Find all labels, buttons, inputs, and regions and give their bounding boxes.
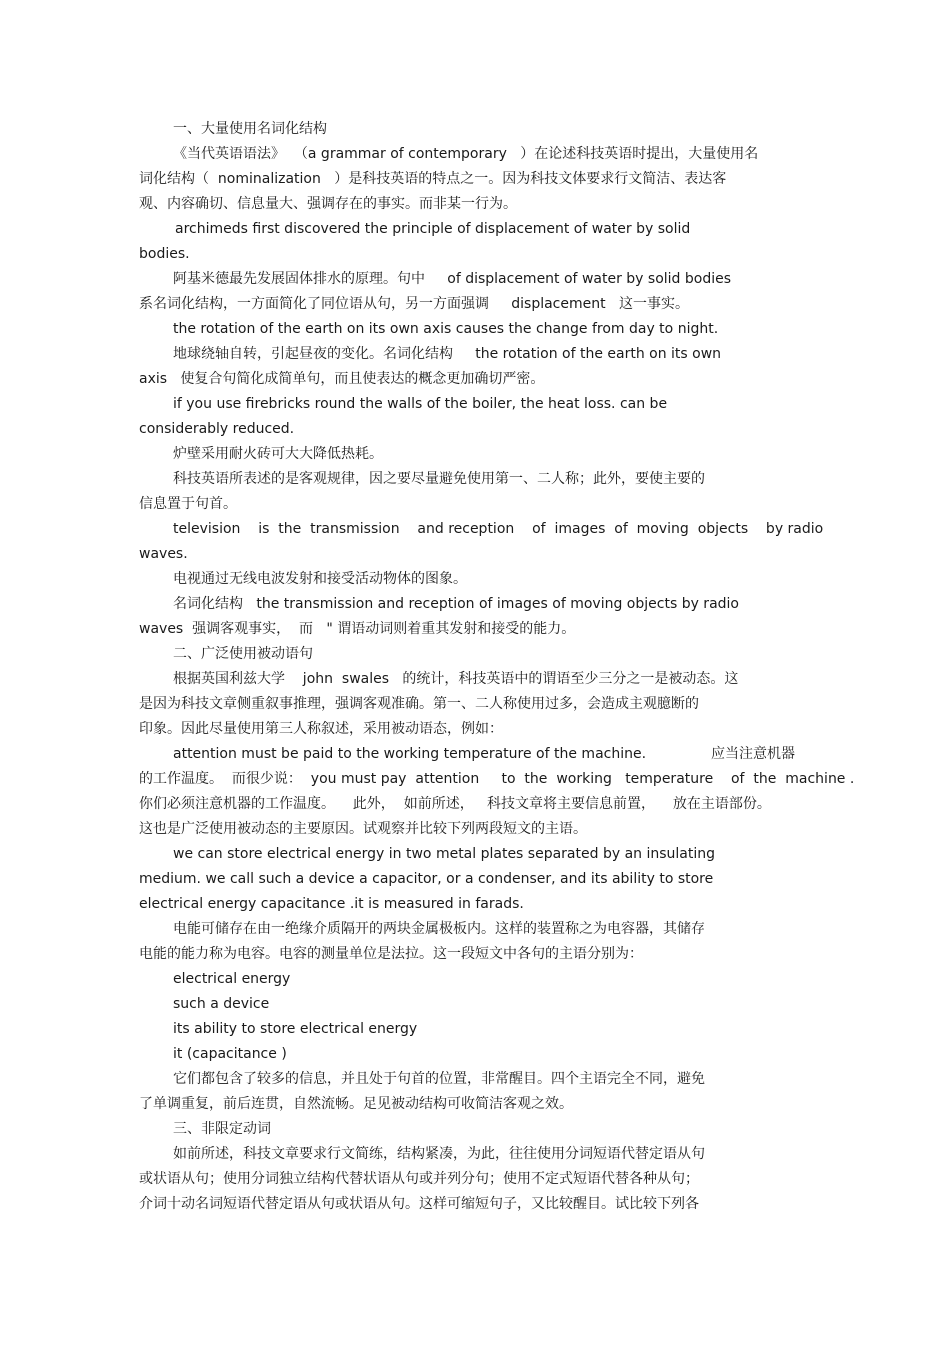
text-line: bodies. [139,246,190,262]
subject-item: such a device [173,996,270,1012]
text-line: considerably reduced. [139,421,295,437]
text-line: 根据英国利兹大学 john swales 的统计，科技英语中的谓语至少三分之一是被动态。这 [173,671,739,687]
text-line: 电视通过无线电波发射和接受活动物体的图象。 [173,571,467,587]
text-line: 系名词化结构，一方面简化了同位语从句，另一方面强调 displacement 这一事实。 [139,296,689,312]
text-line: 应当注意机器 [711,746,795,762]
text-line: if you use firebricks round the walls of the boiler, the heat loss. can be [173,396,668,412]
text-line: 炉壁采用耐火砖可大大降低热耗。 [173,446,383,462]
text-line: 电能可储存在由一绝缘介质隔开的两块金属极板内。这样的装置称之为电容器，其储存 [173,921,705,937]
text-line: waves 强调客观事实， 而 " 谓语动词则着重其发射和接受的能力。 [139,621,576,637]
text-line: 电能的能力称为电容。电容的测量单位是法拉。这一段短文中各句的主语分别为： [139,946,643,962]
text-line: waves. [139,546,188,562]
text-line: 信息置于句首。 [139,496,237,512]
text-line: 介词十动名词短语代替定语从句或状语从句。这样可缩短句子，又比较醒目。试比较下列各 [139,1196,699,1212]
text-line: 地球绕轴自转，引起昼夜的变化。名词化结构 the rotation of the earth on its own [173,346,722,362]
text-line: 如前所述，科技文章要求行文简练，结构紧凑，为此，往往使用分词短语代替定语从句 [173,1146,705,1162]
text-line: attention must be paid to the working temperature of the machine. [173,746,647,762]
text-line: 词化结构（ nominalization ）是科技英语的特点之一。因为科技文体要求行文简洁、表达客 [139,171,727,187]
heading-section-3: 三、非限定动词 [173,1121,271,1137]
text-line: 科技英语所表述的是客观规律，因之要尽量避免使用第一、二人称；此外，要使主要的 [173,471,705,487]
text-line: 的工作温度。 而很少说： you must pay attention to the working temperature of the machine . [139,771,855,787]
text-line: axis 使复合句简化成简单句，而且使表达的概念更加确切严密。 [139,371,545,387]
heading-section-1: 一、大量使用名词化结构 [173,121,327,137]
text-line: the rotation of the earth on its own axis causes the change from day to night. [173,321,719,337]
heading-section-2: 二、广泛使用被动语句 [173,646,313,662]
text-line: 这也是广泛使用被动态的主要原因。试观察并比较下列两段短文的主语。 [139,821,587,837]
text-line: 你们必须注意机器的工作温度。 此外， 如前所述， 科技文章将主要信息前置， 放在主语部份。 [139,796,771,812]
text-line: 名词化结构 the transmission and reception of images of moving objects by radio [173,596,739,612]
text-line: electrical energy capacitance .it is measured in farads. [139,896,524,912]
text-line: 观、内容确切、信息量大、强调存在的事实。而非某一行为。 [139,196,517,212]
text-line: we can store electrical energy in two metal plates separated by an insulating [173,846,716,862]
text-line: 或状语从句；使用分词独立结构代替状语从句或并列分句；使用不定式短语代替各种从句； [139,1171,699,1187]
text-line: 它们都包含了较多的信息，并且处于句首的位置，非常醒目。四个主语完全不同，避免 [173,1071,705,1087]
text-line: television is the transmission and reception of images of moving objects by radio [173,521,824,537]
text-line: 《当代英语语法》 （a grammar of contemporary ）在论述科技英语时提出，大量使用名 [173,146,759,162]
subject-item: electrical energy [173,971,291,987]
text-line: 是因为科技文章侧重叙事推理，强调客观准确。第一、二人称使用过多，会造成主观臆断的 [139,696,699,712]
subject-item: its ability to store electrical energy [173,1021,418,1037]
text-line: 印象。因此尽量使用第三人称叙述，采用被动语态，例如： [139,721,503,737]
text-line: medium. we call such a device a capacitor, or a condenser, and its ability to store [139,871,714,887]
subject-item: it (capacitance ) [173,1046,287,1062]
text-line: archimeds first discovered the principle of displacement of water by solid [175,221,691,237]
text-line: 阿基米德最先发展固体排水的原理。句中 of displacement of water by solid bodies [173,271,732,287]
text-line: 了单调重复，前后连贯，自然流畅。足见被动结构可收简洁客观之效。 [139,1096,573,1112]
